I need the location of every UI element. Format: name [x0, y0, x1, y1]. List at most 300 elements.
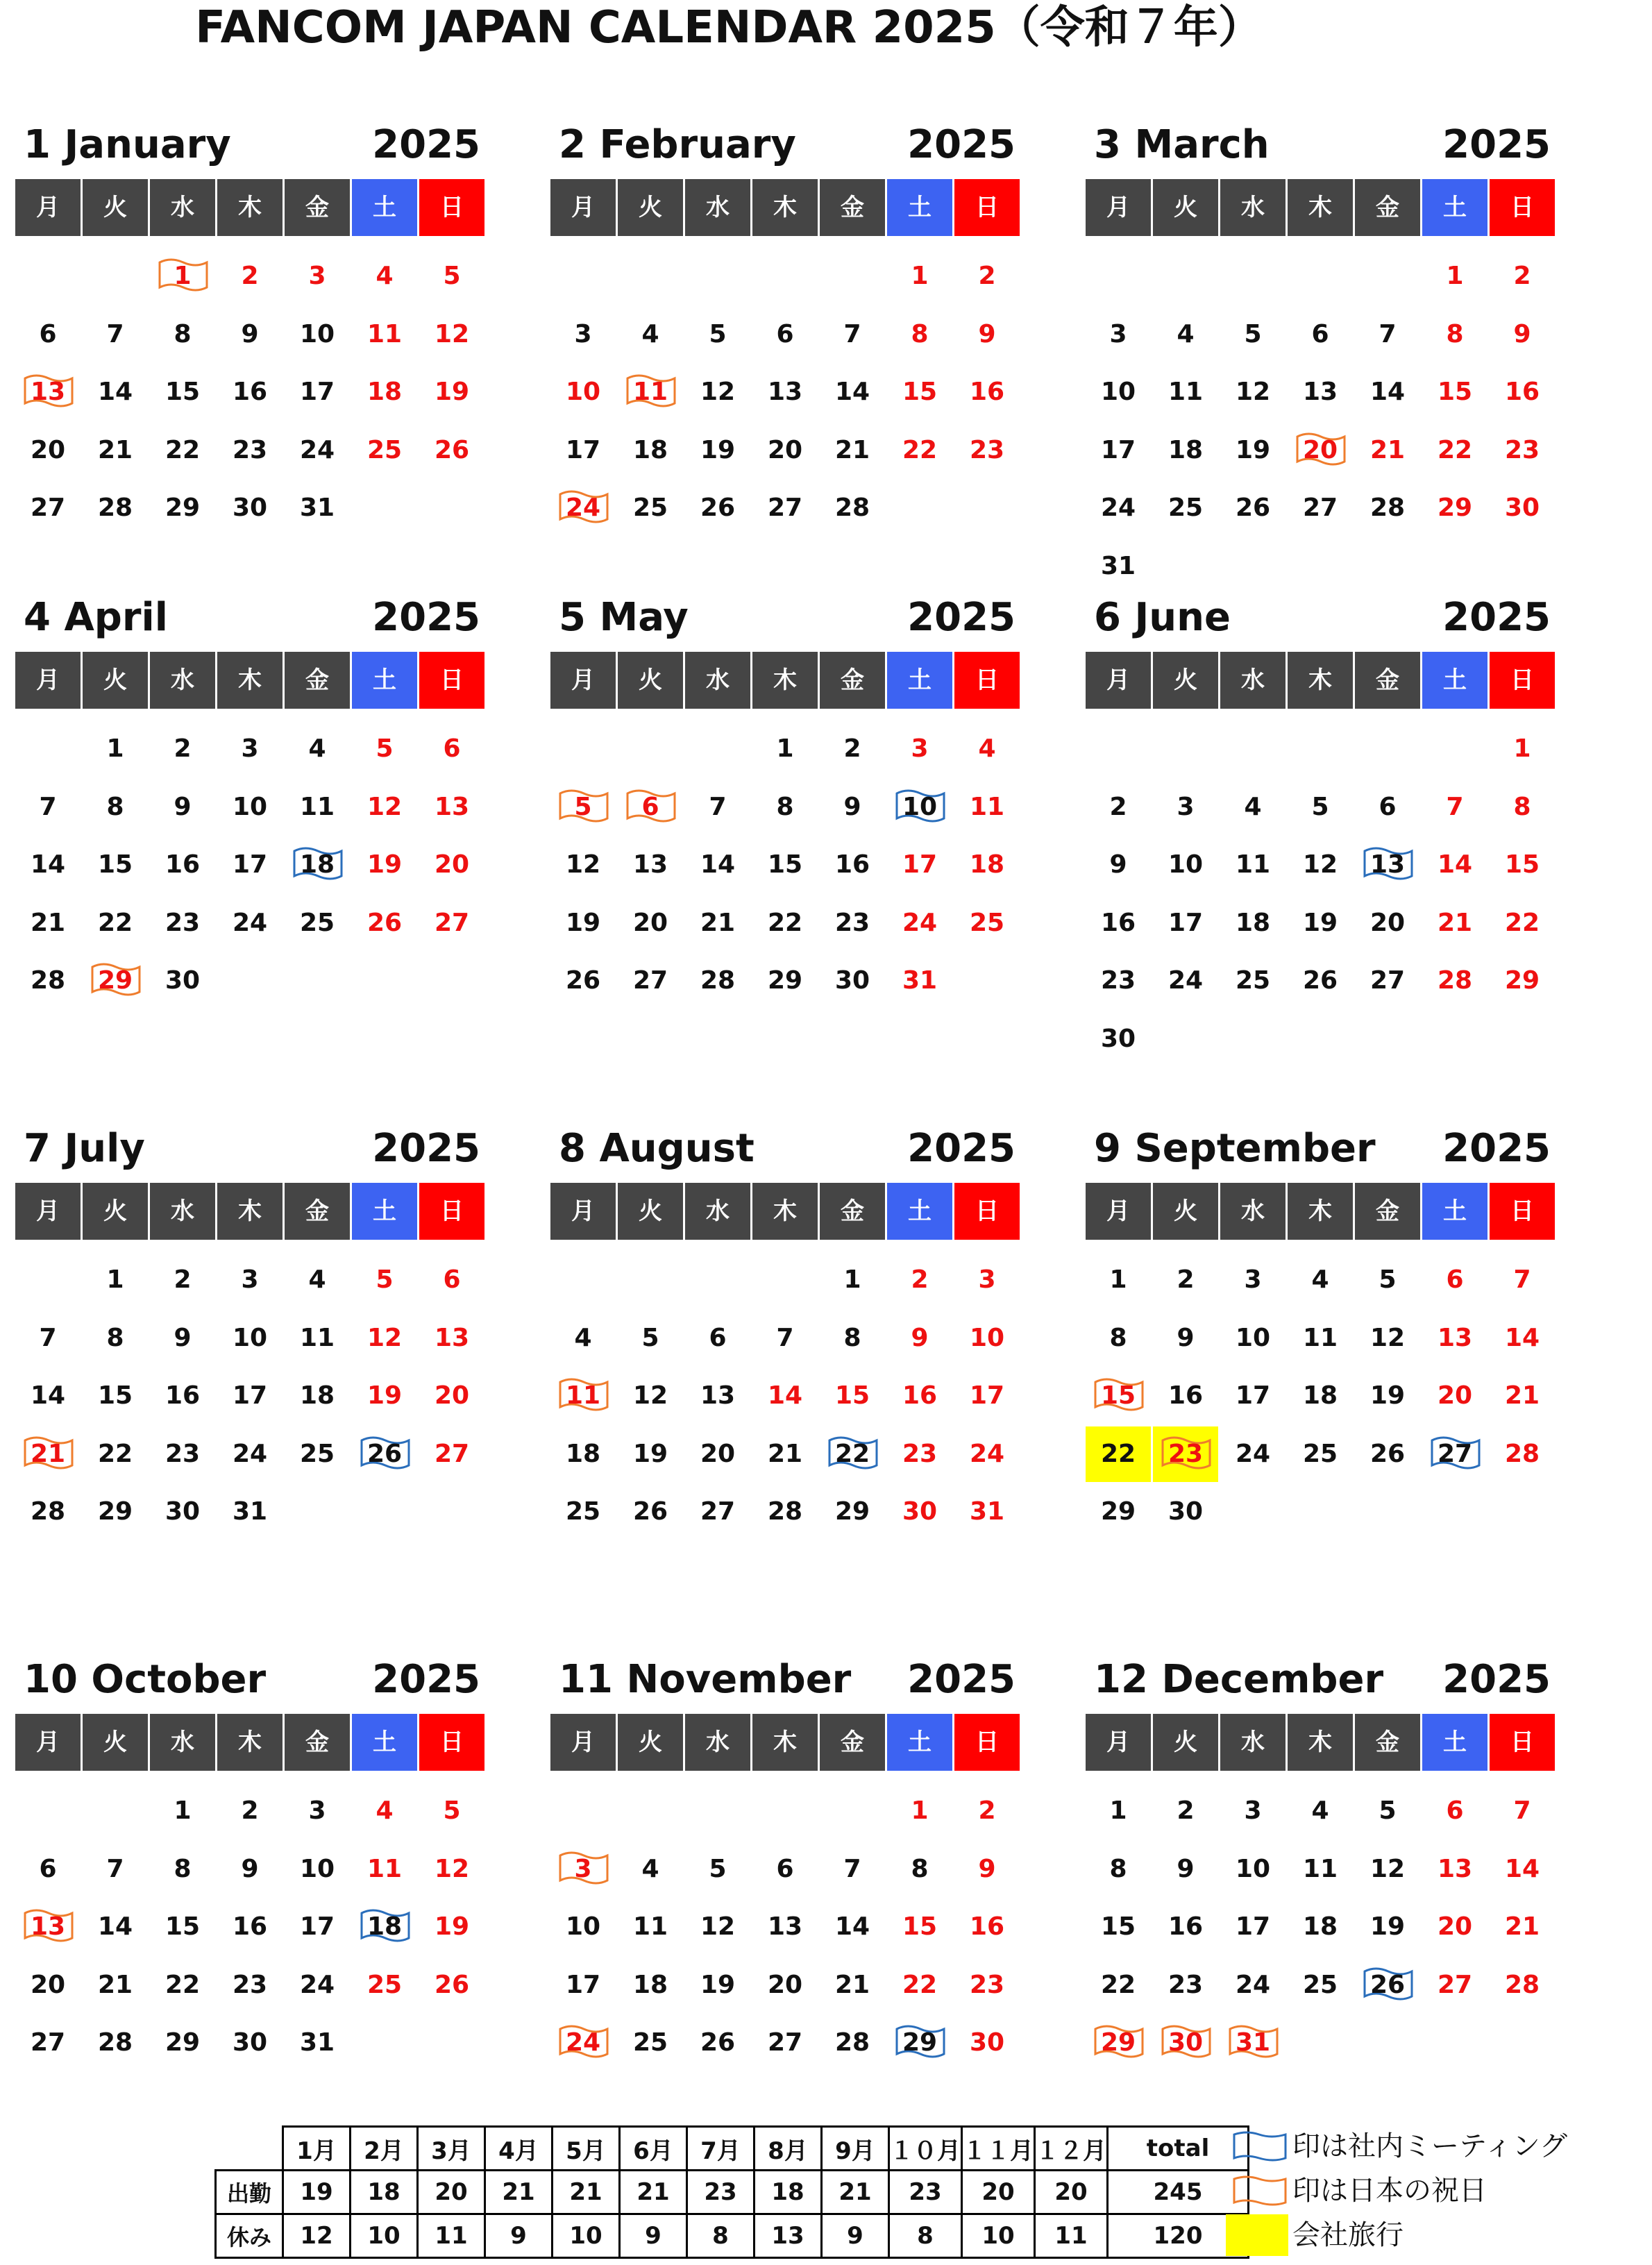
- day-cell: [550, 1957, 616, 2013]
- day-cell: [1422, 480, 1487, 536]
- day-cell: [752, 1368, 818, 1424]
- day-cell: [150, 1311, 215, 1366]
- day-number: 26: [366, 908, 403, 937]
- day-number: 25: [1168, 494, 1204, 522]
- day-cell: [217, 364, 283, 420]
- day-number: 27: [1369, 966, 1406, 995]
- day-cell: [15, 423, 81, 478]
- day-cell: [419, 1426, 484, 1482]
- legend-holiday-text: 印は日本の祝日: [1292, 2175, 1487, 2207]
- day-number: 7: [106, 319, 124, 348]
- day-cell: [1288, 1842, 1353, 1897]
- day-number: 14: [1437, 850, 1473, 879]
- weekday-cell: 金: [285, 1183, 350, 1240]
- month-year: 2025: [372, 1657, 480, 1702]
- day-number: 30: [1168, 1497, 1204, 1526]
- weekday-cell: 金: [285, 1714, 350, 1771]
- day-cell: [1220, 480, 1286, 536]
- day-number: 28: [1437, 966, 1473, 995]
- month-header: [15, 1125, 487, 1173]
- day-cell: [887, 1899, 952, 1955]
- day-cell: [618, 480, 683, 536]
- day-number: 20: [1369, 908, 1406, 937]
- day-cell: [887, 307, 952, 362]
- day-cell: [15, 480, 81, 536]
- company-trip-swatch: [1226, 2214, 1288, 2256]
- day-cell: [83, 480, 148, 536]
- weekday-cell: 金: [1355, 652, 1420, 709]
- day-cell: [887, 721, 952, 777]
- summary-month-header: 4月: [485, 2127, 553, 2171]
- day-number: 1: [1446, 262, 1464, 290]
- day-number: 24: [299, 435, 335, 464]
- day-number: 12: [1302, 850, 1338, 879]
- day-cell: [150, 1842, 215, 1897]
- day-cell: [419, 1311, 484, 1366]
- day-number: 20: [700, 1439, 736, 1468]
- day-number: 18: [366, 378, 403, 406]
- day-number: 18: [366, 1912, 403, 1941]
- day-number: 3: [1244, 1796, 1262, 1825]
- day-number: 21: [700, 908, 736, 937]
- weekday-header: [550, 1714, 1022, 1771]
- day-cell: [1422, 249, 1487, 304]
- day-cell: [1422, 1311, 1487, 1366]
- weekday-cell: 金: [285, 652, 350, 709]
- day-cell: [150, 895, 215, 951]
- weekday-cell: 水: [150, 652, 215, 709]
- off-days-cell: 9: [620, 2214, 687, 2258]
- day-cell: [285, 364, 350, 420]
- day-cell: [352, 895, 417, 951]
- day-number: 11: [299, 1323, 335, 1352]
- day-cell: [285, 1899, 350, 1955]
- day-number: 29: [97, 1497, 133, 1526]
- day-cell: [954, 1783, 1020, 1839]
- weekday-cell: 土: [1422, 1714, 1487, 1771]
- weekday-cell: 火: [83, 1714, 148, 1771]
- day-cell: [419, 895, 484, 951]
- day-cell: [83, 307, 148, 362]
- month-header: [1086, 593, 1558, 642]
- day-cell: [1153, 953, 1218, 1009]
- day-cell: [15, 1311, 81, 1366]
- day-cell: [1086, 480, 1151, 536]
- day-number: 6: [776, 319, 794, 348]
- day-number: 29: [165, 2028, 201, 2057]
- day-cell: [1220, 1842, 1286, 1897]
- day-cell: [1086, 1426, 1151, 1482]
- day-number: 7: [709, 792, 727, 821]
- day-cell: [1355, 1783, 1420, 1839]
- day-number: 20: [30, 435, 66, 464]
- day-number: 6: [1379, 792, 1397, 821]
- day-number: 10: [299, 1854, 335, 1883]
- day-cell: [83, 1252, 148, 1308]
- day-number: 12: [632, 1381, 668, 1410]
- day-number: 23: [1504, 435, 1540, 464]
- day-cell: [820, 307, 885, 362]
- day-cell: [1355, 423, 1420, 478]
- day-cell: [887, 1311, 952, 1366]
- day-cell: [15, 1957, 81, 2013]
- day-cell: [1490, 780, 1555, 835]
- day-cell: [285, 895, 350, 951]
- day-cell: [15, 837, 81, 893]
- month-header: [550, 1656, 1022, 1704]
- day-number: 9: [1177, 1323, 1195, 1352]
- day-number: 29: [1504, 966, 1540, 995]
- day-number: 3: [574, 1854, 592, 1883]
- day-number: 8: [106, 1323, 124, 1352]
- off-days-cell: 13: [755, 2214, 822, 2258]
- month-header: [1086, 121, 1558, 169]
- day-cell: [217, 1252, 283, 1308]
- weekday-cell: 木: [752, 1714, 818, 1771]
- day-cell: [820, 1842, 885, 1897]
- day-cell: [150, 1899, 215, 1955]
- day-number: 5: [376, 734, 394, 763]
- summary-corner: [216, 2127, 283, 2171]
- day-cell: [1355, 307, 1420, 362]
- weekday-cell: 月: [550, 652, 616, 709]
- day-number: 14: [30, 1381, 66, 1410]
- day-number: 17: [299, 1912, 335, 1941]
- day-number: 7: [843, 319, 861, 348]
- day-number: 26: [366, 1439, 403, 1468]
- day-cell: [550, 1842, 616, 1897]
- day-cell: [1422, 1957, 1487, 2013]
- day-cell: [1355, 953, 1420, 1009]
- day-cell: [618, 364, 683, 420]
- day-number: 20: [767, 1970, 803, 1999]
- off-days-cell: 9: [485, 2214, 553, 2258]
- day-cell: [1086, 837, 1151, 893]
- day-cell: [1422, 1426, 1487, 1482]
- day-number: 12: [700, 1912, 736, 1941]
- day-number: 2: [241, 1796, 259, 1825]
- day-number: 5: [574, 792, 592, 821]
- day-cell: [954, 1368, 1020, 1424]
- day-number: 25: [366, 1970, 403, 1999]
- day-number: 15: [1504, 850, 1540, 879]
- day-number: 4: [641, 319, 659, 348]
- day-number: 21: [834, 1970, 870, 1999]
- day-cell: [820, 480, 885, 536]
- day-cell: [285, 249, 350, 304]
- off-days-cell: 11: [1035, 2214, 1108, 2258]
- day-number: 25: [632, 2028, 668, 2057]
- day-number: 24: [299, 1970, 335, 1999]
- day-number: 11: [632, 378, 668, 406]
- day-number: 2: [174, 734, 192, 763]
- day-cell: [685, 2015, 750, 2071]
- weekday-cell: 日: [1490, 1183, 1555, 1240]
- day-cell: [1490, 1252, 1555, 1308]
- day-number: 26: [700, 494, 736, 522]
- day-number: 28: [97, 2028, 133, 2057]
- day-number: 19: [632, 1439, 668, 1468]
- day-number: 8: [843, 1323, 861, 1352]
- day-number: 4: [376, 1796, 394, 1825]
- day-cell: [352, 1426, 417, 1482]
- day-number: 28: [700, 966, 736, 995]
- day-number: 17: [1168, 908, 1204, 937]
- day-number: 11: [1302, 1854, 1338, 1883]
- day-number: 28: [1504, 1439, 1540, 1468]
- day-number: 22: [834, 1439, 870, 1468]
- day-number: 6: [443, 1265, 461, 1294]
- day-cell: [15, 1899, 81, 1955]
- day-number: 11: [299, 792, 335, 821]
- day-number: 16: [1100, 908, 1136, 937]
- day-number: 7: [1513, 1265, 1531, 1294]
- weekday-cell: 火: [1153, 179, 1218, 236]
- off-days-total: 120: [1108, 2214, 1249, 2258]
- month-calendar: [1086, 593, 1558, 1053]
- summary-month-header: 3月: [418, 2127, 485, 2171]
- day-cell: [685, 780, 750, 835]
- day-number: 15: [834, 1381, 870, 1410]
- weekday-cell: 金: [820, 1714, 885, 1771]
- day-number: 27: [30, 2028, 66, 2057]
- day-number: 15: [902, 378, 938, 406]
- day-number: 22: [1504, 908, 1540, 937]
- day-number: 18: [299, 1381, 335, 1410]
- day-cell: [352, 1783, 417, 1839]
- day-cell: [887, 1957, 952, 2013]
- day-cell: [550, 2015, 616, 2071]
- day-cell: [419, 1842, 484, 1897]
- day-cell: [618, 1842, 683, 1897]
- day-cell: [887, 1842, 952, 1897]
- day-cell: [550, 1368, 616, 1424]
- day-number: 17: [299, 378, 335, 406]
- day-cell: [1153, 1842, 1218, 1897]
- day-cell: [954, 1426, 1020, 1482]
- day-number: 16: [834, 850, 870, 879]
- day-cell: [217, 780, 283, 835]
- day-cell: [820, 1484, 885, 1540]
- weekday-cell: 土: [887, 1183, 952, 1240]
- weekday-cell: 日: [954, 1183, 1020, 1240]
- day-cell: [83, 1899, 148, 1955]
- day-cell: [83, 1368, 148, 1424]
- day-cell: [15, 780, 81, 835]
- day-cell: [217, 480, 283, 536]
- day-cell: [1355, 1899, 1420, 1955]
- day-number: 24: [902, 908, 938, 937]
- weekday-cell: 木: [217, 179, 283, 236]
- month-calendar: [1086, 121, 1558, 580]
- day-number: 8: [106, 792, 124, 821]
- weekday-header: [550, 179, 1022, 236]
- day-number: 22: [97, 1439, 133, 1468]
- day-number: 1: [776, 734, 794, 763]
- weekday-cell: 日: [1490, 1714, 1555, 1771]
- day-number: 26: [632, 1497, 668, 1526]
- summary-work-row: [216, 2171, 1249, 2214]
- day-number: 23: [1168, 1970, 1204, 1999]
- day-cell: [15, 307, 81, 362]
- weekday-cell: 火: [1153, 1183, 1218, 1240]
- day-number: 20: [434, 1381, 470, 1410]
- day-number: 24: [1235, 1970, 1271, 1999]
- weekday-header: [1086, 1183, 1558, 1240]
- day-cell: [419, 1957, 484, 2013]
- month-header: [550, 593, 1022, 642]
- day-number: 10: [565, 378, 601, 406]
- day-cell: [150, 1252, 215, 1308]
- month-name: 12 December: [1094, 1657, 1384, 1702]
- weekday-cell: 木: [217, 1183, 283, 1240]
- day-number: 8: [174, 1854, 192, 1883]
- weekday-cell: 金: [820, 1183, 885, 1240]
- day-number: 26: [700, 2028, 736, 2057]
- day-number: 31: [1100, 551, 1136, 580]
- day-number: 12: [366, 1323, 403, 1352]
- day-number: 28: [30, 966, 66, 995]
- day-number: 2: [843, 734, 861, 763]
- summary-month-header: 8月: [755, 2127, 822, 2171]
- weekday-cell: 月: [15, 1714, 81, 1771]
- day-number: 30: [232, 494, 268, 522]
- month-year: 2025: [1442, 122, 1551, 167]
- day-cell: [1490, 249, 1555, 304]
- day-cell: [618, 780, 683, 835]
- day-number: 12: [1369, 1854, 1406, 1883]
- day-number: 28: [30, 1497, 66, 1526]
- weekday-header: [15, 1183, 487, 1240]
- weekday-cell: 日: [1490, 652, 1555, 709]
- weekday-cell: 木: [217, 652, 283, 709]
- day-cell: [1153, 1426, 1218, 1482]
- day-number: 30: [902, 1497, 938, 1526]
- day-number: 15: [767, 850, 803, 879]
- day-number: 13: [767, 378, 803, 406]
- day-cell: [1220, 2015, 1286, 2071]
- day-cell: [217, 1783, 283, 1839]
- day-number: 13: [30, 1912, 66, 1941]
- day-cell: [1220, 1783, 1286, 1839]
- day-cell: [820, 953, 885, 1009]
- day-cell: [752, 423, 818, 478]
- month-year: 2025: [372, 595, 480, 640]
- weekday-cell: 火: [1153, 1714, 1218, 1771]
- day-cell: [1086, 1368, 1151, 1424]
- day-number: 22: [165, 435, 201, 464]
- day-number: 12: [366, 792, 403, 821]
- day-cell: [150, 307, 215, 362]
- work-days-cell: 21: [822, 2171, 889, 2214]
- day-number: 30: [834, 966, 870, 995]
- day-cell: [685, 1842, 750, 1897]
- weekday-cell: 月: [550, 1183, 616, 1240]
- day-cell: [1288, 1899, 1353, 1955]
- day-number: 13: [1437, 1854, 1473, 1883]
- day-cell: [887, 1426, 952, 1482]
- day-cell: [618, 307, 683, 362]
- day-cell: [887, 364, 952, 420]
- legend-company-trip-text: 会社旅行: [1292, 2219, 1404, 2251]
- month-year: 2025: [907, 122, 1015, 167]
- day-cell: [752, 1899, 818, 1955]
- day-number: 19: [1235, 435, 1271, 464]
- day-number: 6: [776, 1854, 794, 1883]
- off-days-cell: 11: [418, 2214, 485, 2258]
- weekday-cell: 土: [887, 652, 952, 709]
- day-number: 16: [902, 1381, 938, 1410]
- day-cell: [1490, 1426, 1555, 1482]
- summary-total-header: total: [1108, 2127, 1249, 2171]
- day-number: 18: [632, 435, 668, 464]
- day-number: 6: [443, 734, 461, 763]
- weekday-cell: 木: [752, 1183, 818, 1240]
- day-number: 20: [632, 908, 668, 937]
- day-cell: [1490, 1783, 1555, 1839]
- day-number: 20: [1437, 1912, 1473, 1941]
- day-cell: [1153, 1311, 1218, 1366]
- weekday-header: [1086, 1714, 1558, 1771]
- day-number: 26: [1369, 1970, 1406, 1999]
- legend-meeting: [1226, 2125, 1649, 2167]
- day-cell: [618, 1311, 683, 1366]
- day-cell: [1490, 307, 1555, 362]
- day-cell: [1220, 423, 1286, 478]
- work-days-total: 245: [1108, 2171, 1249, 2214]
- day-cell: [15, 1368, 81, 1424]
- off-days-label: 休み: [216, 2214, 283, 2258]
- day-number: 23: [1100, 966, 1136, 995]
- day-number: 6: [1311, 319, 1329, 348]
- day-number: 25: [632, 494, 668, 522]
- day-number: 14: [1369, 378, 1406, 406]
- day-cell: [1355, 1311, 1420, 1366]
- day-cell: [1086, 307, 1151, 362]
- day-cell: [550, 895, 616, 951]
- day-cell: [419, 1252, 484, 1308]
- day-cell: [285, 2015, 350, 2071]
- day-cell: [954, 364, 1020, 420]
- day-cell: [685, 307, 750, 362]
- day-cell: [685, 1368, 750, 1424]
- day-number: 21: [834, 435, 870, 464]
- weekday-cell: 月: [15, 1183, 81, 1240]
- day-cell: [887, 249, 952, 304]
- day-cell: [150, 721, 215, 777]
- month-header: [550, 1125, 1022, 1173]
- month-name: 7 July: [24, 1126, 145, 1171]
- day-cell: [285, 837, 350, 893]
- day-cell: [550, 307, 616, 362]
- day-cell: [618, 837, 683, 893]
- day-number: 24: [1168, 966, 1204, 995]
- work-days-cell: 19: [283, 2171, 351, 2214]
- weekday-cell: 木: [1288, 179, 1353, 236]
- month-header: [550, 121, 1022, 169]
- day-number: 6: [39, 319, 57, 348]
- day-number: 22: [1437, 435, 1473, 464]
- day-cell: [954, 307, 1020, 362]
- day-number: 5: [709, 319, 727, 348]
- day-number: 31: [232, 1497, 268, 1526]
- weekday-cell: 日: [954, 1714, 1020, 1771]
- weekday-header: [15, 1714, 487, 1771]
- day-cell: [954, 895, 1020, 951]
- day-cell: [1288, 953, 1353, 1009]
- day-number: 16: [1168, 1381, 1204, 1410]
- day-cell: [285, 1368, 350, 1424]
